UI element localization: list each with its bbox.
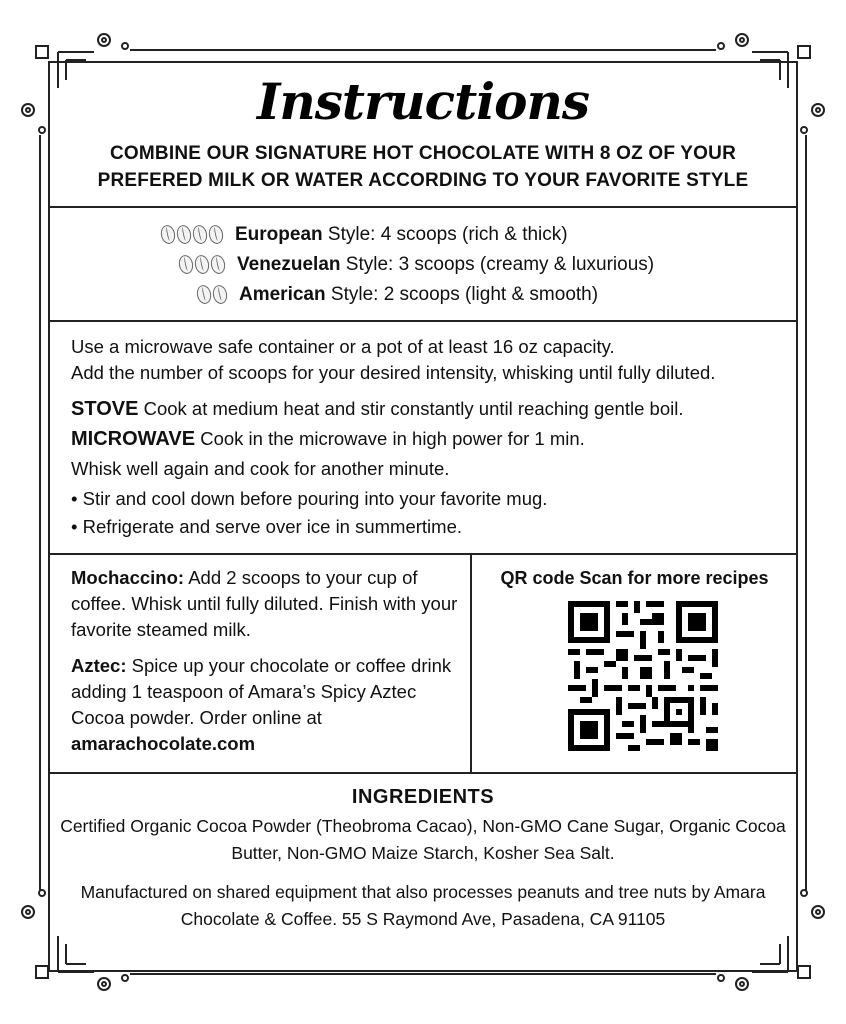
style-name: European [235, 224, 323, 245]
cocoa-bean-icon [159, 224, 177, 245]
style-row-american [197, 280, 598, 314]
instructions-card [49, 62, 797, 971]
qr-label: QR code Scan for more recipes [500, 568, 769, 588]
cocoa-bean-icon [191, 224, 209, 245]
mochaccino-text: Add 2 scoops to your cup of coffee. Whisk until fully diluted. Finish with your favorite steamed milk. [71, 567, 458, 640]
cocoa-bean-icon [209, 254, 227, 275]
ingredients-heading: INGREDIENTS [351, 786, 495, 808]
aztec-text: Spice up your chocolate or coffee drink adding 1 teaspoon of Amara’s Spicy Aztec Cocoa powder. Order online at [71, 655, 452, 728]
recipes [71, 565, 463, 767]
website-link[interactable]: amarachocolate.com [71, 733, 256, 754]
mochaccino-label: Mochaccino: [71, 567, 185, 588]
ingredients-section [59, 784, 787, 945]
prep-line: Add the number of scoops for your desired intensity, whisking until fully diluted. [71, 362, 716, 383]
microwave-line2: Whisk well again and cook for another minute. [71, 458, 450, 479]
allergen-notice: Manufactured on shared equipment that also processes peanuts and tree nuts by Amara Chocolate & Coffee. 55 S Raymond Ave, Pasadena, CA 91105 [80, 882, 766, 929]
divider [49, 553, 797, 555]
microwave-step [71, 426, 781, 452]
prep-line: Use a microwave safe container or a pot of at least 16 oz capacity. [71, 336, 615, 357]
divider [49, 772, 797, 774]
aztec-recipe [71, 653, 463, 757]
page-title: Instructions [256, 72, 590, 131]
preparation-steps [71, 334, 781, 540]
mochaccino-recipe [71, 565, 463, 643]
bullet-item: • Refrigerate and serve over ice in summertime. [71, 516, 463, 537]
qr-code-icon[interactable] [568, 601, 718, 751]
microwave-text: Cook in the microwave in high power for 1 min. [200, 428, 585, 449]
divider [49, 206, 797, 208]
stove-step [71, 396, 781, 422]
subtitle: COMBINE OUR SIGNATURE HOT CHOCOLATE WITH 8 OZ OF YOUR PREFERED MILK OR WATER ACCORDING TO YOUR FAVORITE STYLE [97, 143, 749, 191]
style-desc: Style: 3 scoops (creamy & luxurious) [345, 254, 655, 275]
style-row-venezuelan [179, 250, 654, 284]
style-name: Venezuelan [237, 254, 341, 275]
qr-section [472, 565, 797, 591]
cocoa-bean-icon [175, 224, 193, 245]
cocoa-bean-icon [193, 254, 211, 275]
bullet-item: • Stir and cool down before pouring into your favorite mug. [71, 488, 548, 509]
style-row-european [161, 220, 568, 254]
style-desc: Style: 4 scoops (rich & thick) [327, 224, 568, 245]
ingredients-list: Certified Organic Cocoa Powder (Theobroma Cacao), Non-GMO Cane Sugar, Organic Cocoa Butter, Non-GMO Maize Starch, Kosher Sea Salt. [60, 816, 786, 863]
bean-icons [197, 284, 229, 314]
aztec-label: Aztec: [71, 655, 127, 676]
style-name: American [239, 284, 326, 305]
cocoa-bean-icon [195, 284, 213, 305]
microwave-label: MICROWAVE [71, 428, 196, 450]
stove-text: Cook at medium heat and stir constantly until reaching gentle boil. [143, 398, 684, 419]
cocoa-bean-icon [207, 224, 225, 245]
cocoa-bean-icon [177, 254, 195, 275]
stove-label: STOVE [71, 398, 139, 420]
divider [49, 320, 797, 322]
cocoa-bean-icon [211, 284, 229, 305]
style-desc: Style: 2 scoops (light & smooth) [330, 284, 599, 305]
